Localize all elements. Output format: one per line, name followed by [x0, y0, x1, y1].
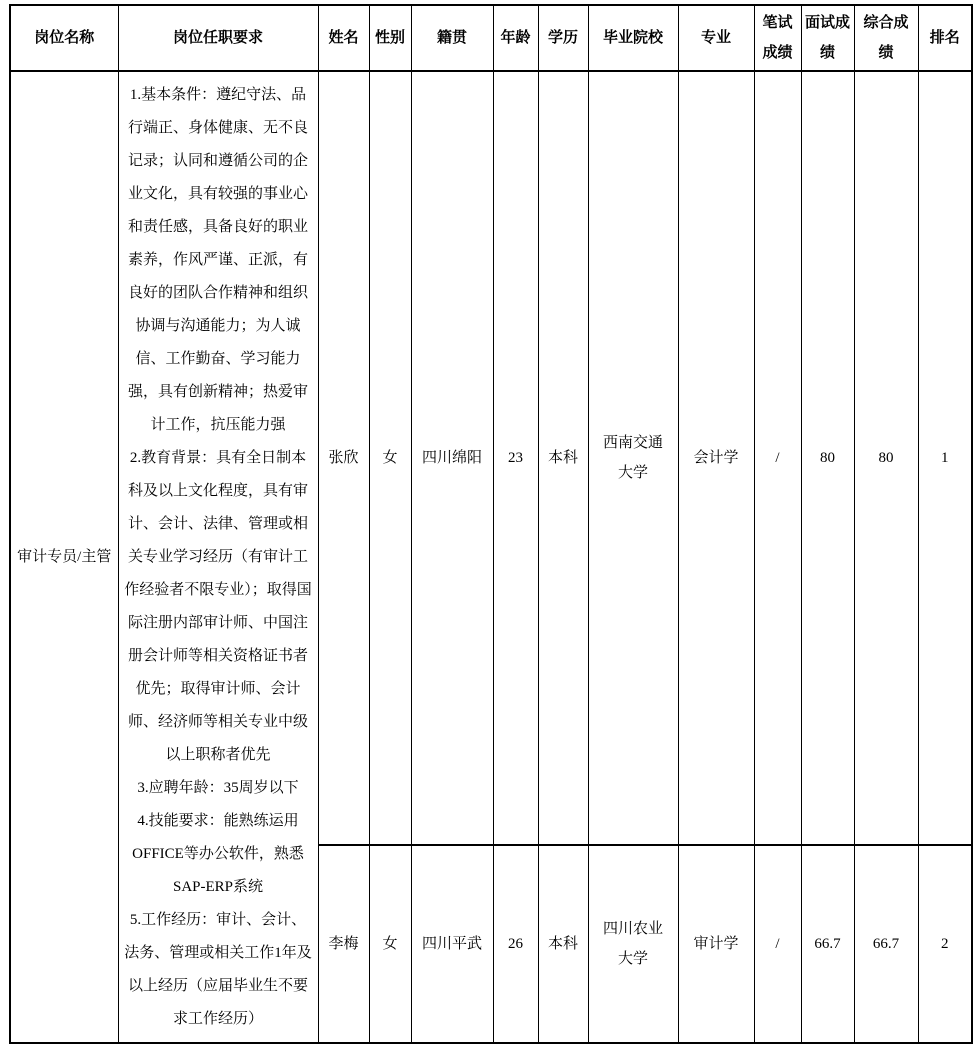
column-header-written-score: 笔试成绩: [754, 5, 801, 71]
requirement-item-basic: 1.基本条件：遵纪守法、品行端正、身体健康、无不良记录；认同和遵循公司的企业文化，具有较强的事业心和责任感，具备良好的职业素养，作风严谨、正派，有良好的团队合作精神和组织协调与沟通能力；为人诚信、工作勤奋、学习能力强，具有创新精神；热爱审计工作，抗压能力强: [127, 86, 308, 433]
requirements-cell: [118, 71, 318, 1043]
candidate-gender: 女: [369, 71, 411, 845]
requirement-item-education: 2.教育背景：具有全日制本科及以上文化程度，具有审计、会计、法律、管理或相关专业学习经历（有审计工作经验者不限专业）；取得国际注册内部审计师、中国注册会计师等相关资格证书者优先；取得审计师、会计师、经济师等相关专业中级以上职称者优先: [124, 449, 312, 763]
column-header-education: 学历: [538, 5, 588, 71]
column-header-gender: 性别: [369, 5, 411, 71]
candidate-age: 26: [493, 845, 538, 1043]
position-cell: 审计专员/主管: [10, 71, 118, 1043]
candidate-education: 本科: [538, 71, 588, 845]
candidate-rank: 1: [918, 71, 972, 845]
column-header-name: 姓名: [318, 5, 369, 71]
recruitment-results-table: [9, 4, 973, 1044]
column-header-hometown: 籍贯: [411, 5, 493, 71]
candidate-overall-score: 80: [854, 71, 918, 845]
header-row: [10, 5, 972, 71]
candidate-interview-score: 66.7: [801, 845, 854, 1043]
requirement-item-age: 3.应聘年龄：35周岁以下: [137, 779, 299, 796]
candidate-name: 李梅: [318, 845, 369, 1043]
column-header-overall-score: 综合成绩: [854, 5, 918, 71]
candidate-hometown: 四川绵阳: [411, 71, 493, 845]
candidate-written-score: /: [754, 845, 801, 1043]
candidate-major: 审计学: [678, 845, 754, 1043]
column-header-requirements: 岗位任职要求: [118, 5, 318, 71]
candidate-education: 本科: [538, 845, 588, 1043]
column-header-major: 专业: [678, 5, 754, 71]
requirement-item-skills: 4.技能要求：能熟练运用OFFICE等办公软件，熟悉SAP-ERP系统: [132, 812, 304, 895]
column-header-position: 岗位名称: [10, 5, 118, 71]
candidate-overall-score: 66.7: [854, 845, 918, 1043]
candidate-rank: 2: [918, 845, 972, 1043]
column-header-rank: 排名: [918, 5, 972, 71]
candidate-interview-score: 80: [801, 71, 854, 845]
candidate-row-1: [10, 71, 972, 845]
candidate-school: 西南交通大学: [588, 71, 678, 845]
requirement-item-experience: 5.工作经历：审计、会计、法务、管理或相关工作1年及以上经历（应届毕业生不要求工作经历）: [124, 911, 312, 1027]
candidate-school: 四川农业大学: [588, 845, 678, 1043]
column-header-age: 年龄: [493, 5, 538, 71]
candidate-gender: 女: [369, 845, 411, 1043]
column-header-interview-score: 面试成绩: [801, 5, 854, 71]
candidate-age: 23: [493, 71, 538, 845]
candidate-major: 会计学: [678, 71, 754, 845]
candidate-name: 张欣: [318, 71, 369, 845]
candidate-written-score: /: [754, 71, 801, 845]
candidate-hometown: 四川平武: [411, 845, 493, 1043]
column-header-school: 毕业院校: [588, 5, 678, 71]
